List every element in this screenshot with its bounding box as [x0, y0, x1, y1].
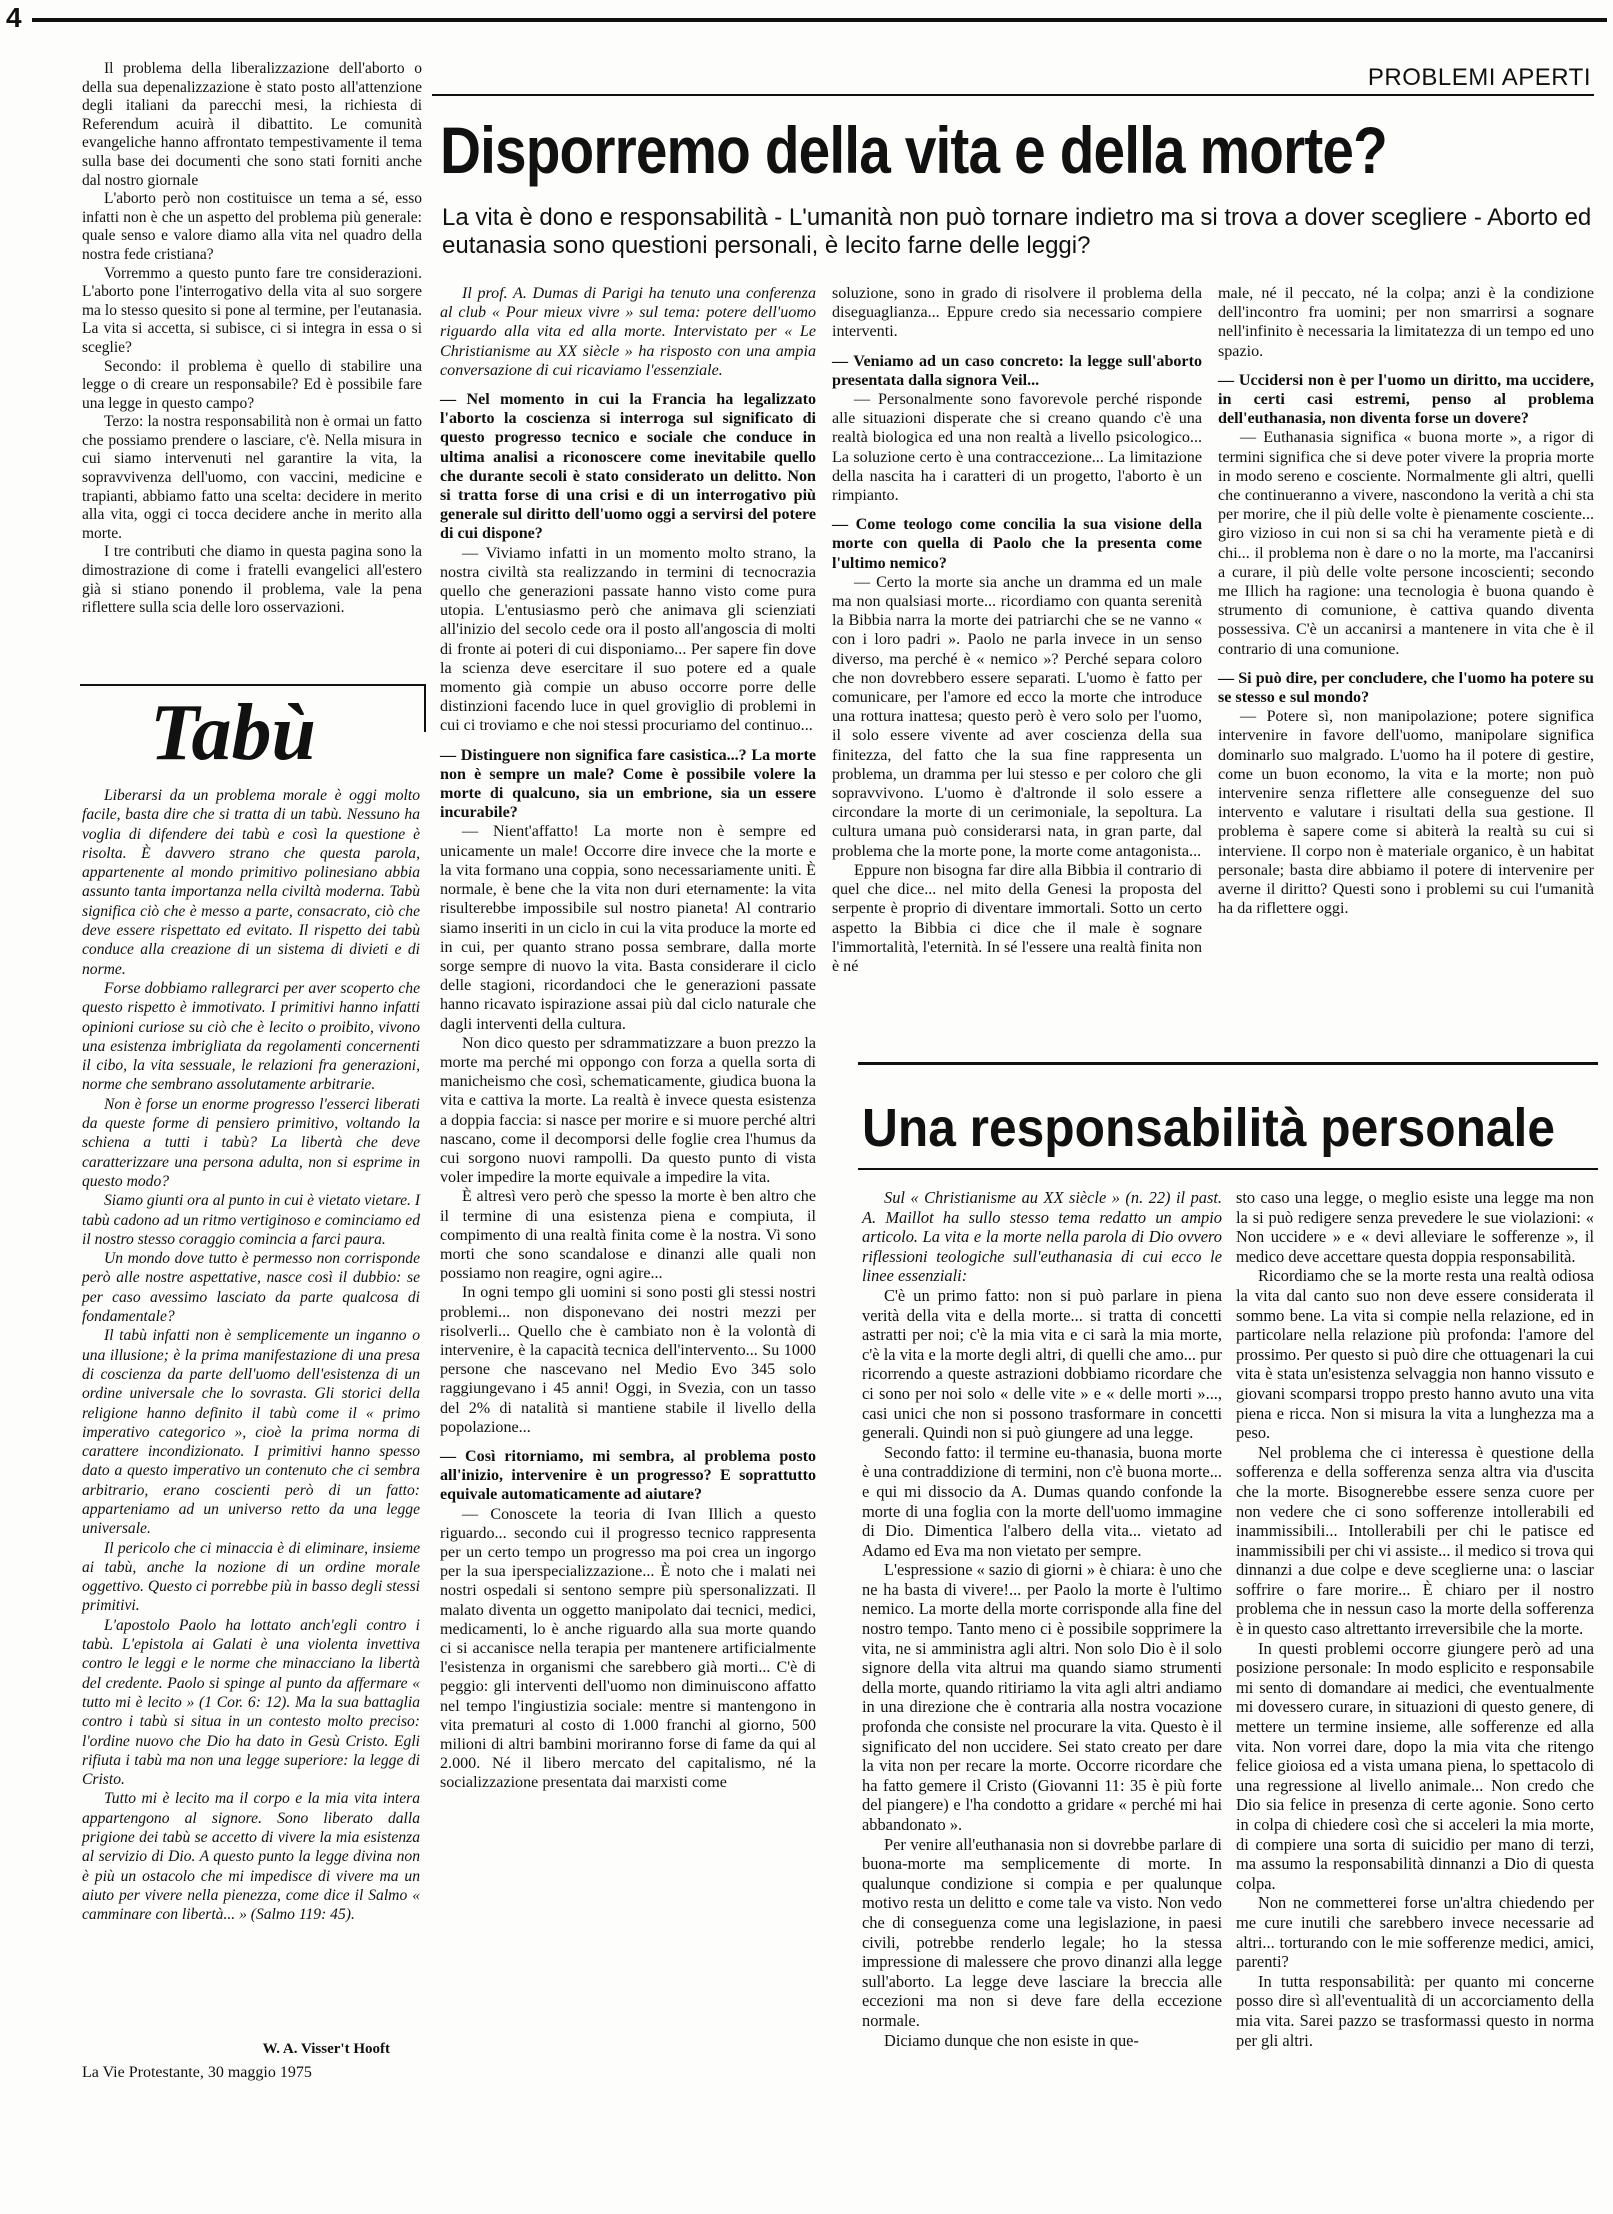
paragraph: Un mondo dove tutto è permesso non corrisponde però alle nostre aspettative, nasce così il dubbio: se per caso avessimo lasciato da parte qualcosa di fondamentale? — [82, 1250, 420, 1326]
article1-column-2 — [832, 284, 1202, 976]
tabu-signature-block — [82, 2040, 420, 2082]
paragraph: Siamo giunti ora al punto in cui è vietato vietare. I tabù cadono ad un ritmo vertiginoso e cominciamo ed il nostro stesso coraggio comincia a farci paura. — [82, 1192, 421, 1248]
paragraph: L'apostolo Paolo ha lottato anch'egli contro i tabù. L'epistola ai Galati è una violenta invettiva contro le leggi e le norme che minacciano la libertà del credente. Paolo si spinge al punto da affermare « tutto mi è lecito » (1 Cor. 6: 12). Ma la sua battaglia contro i tabù si situa in un contesto molto preciso: l'ordine nuovo che Dio ha dato in Gesù Cristo. Egli rifiuta i tabù ma non una legge superiore: la legge di Cristo. — [82, 1616, 420, 1789]
paragraph: Terzo: la nostra responsabilità non è ormai un fatto che possiamo prendere o lasciare, c'è. Nella misura in cui siamo intervenuti nel garantire la vita, la sopravvivenza dell'uomo, con vaccini, medicine e trapianti, abbiamo fatto una scelta: decidere in merito alla vita, oggi ci tocca decidere anche in merito alla morte. — [82, 413, 422, 542]
paragraph: In questi problemi occorre giungere però ad una posizione personale: In modo esplicito e responsabile mi sento di domandare ai medici, che eventualmente mi dovessero curare, in situazioni di questo genere, di mettere un termine insieme, alle sofferenze ed alla vita. Non vorrei dare, dopo la mia vita che ritengo felice gioiosa ed a vista umana piena, lo spettacolo di una regressione al livello animale... Non credo che Dio sia felice in presenza di certe agonie. Sono certo in colpa di chiedere così che si acceleri la mia morte, di compiere una sorta di suicidio per mano di terzi, ma assumo la responsabilità dinnanzi a Dio di questa colpa. — [1236, 1638, 1594, 1893]
paragraph: — Certo la morte sia anche un dramma ed un male ma non qualsiasi morte... ricordiamo con quanta serenità la Bibbia narra la morte dei patriarchi che se ne vanno « con i loro padri ». Paolo ne parla invece in un senso diverso, ma perché è « nemico »? Perché separa coloro che non dovrebbero essere separati. L'uomo è fatto per comunicare, per l'amore ed ecco la morte che introduce una rottura inattesa; questo però è vero solo per l'uomo, il solo essere vivente ad aver coscienza della sua finitezza, del fatto che la sua fine rappresenta un problema, un dramma per lui stesso e per coloro che gli sopravvivono. L'uomo è d'altronde il solo essere a circondare la morte di un cerimoniale, la sepoltura. La cultura umana può considerarsi nata, in gran parte, dal problema che la morte pone, la morte come antagonista... — [832, 573, 1202, 860]
question: — Distinguere non significa fare casistica...? La morte non è sempre un male? Come è possibile volere la morte di qualcuno, sia un embrione, sia un essere incurabile? — [440, 746, 816, 822]
intro-column — [82, 60, 422, 618]
lead-paragraph: Il prof. A. Dumas di Parigi ha tenuto una conferenza al club « Pour mieux vivre » sul tema: potere dell'uomo riguardo alla vita ed alla morte. Intervistato per « Le Christianisme au XX siècle » ha risposto con una ampia conversazione di cui ricaviamo l'essenziale. — [440, 285, 816, 379]
article2-headline: Una responsabilità personale — [862, 1098, 1555, 1158]
paragraph: Ricordiamo che se la morte resta una realtà odiosa la vita dal canto suo non deve essere considerata il sommo bene. La vita si compie nella relazione, ed in particolare nella relazione più profonda: l'amore del prossimo. Per questo si può dire che ottuagenari la cui vita è stata un'esistenza selvaggia non hanno vissuto e giovani scomparsi troppo presto hanno avuto una vita piena e ricca. Non si misura la vita a lunghezza ma a peso. — [1236, 1266, 1594, 1443]
paragraph: sto caso una legge, o meglio esiste una legge ma non la si può redigere senza prevedere le sue violazioni: « Non uccidere » e « devi alleviare le sofferenze », il medico deve accettare questa doppia responsabilità. — [1236, 1188, 1594, 1266]
tabu-signature: W. A. Visser't Hooft — [262, 2041, 390, 2057]
question: — Si può dire, per concludere, che l'uomo ha potere su se stesso e sul mondo? — [1218, 669, 1594, 707]
paragraph: Non ne commetterei forse un'altra chiedendo per me cure inutili che sarebbero invece necessarie ad altri... torturando con le mie sofferenze medici, amici, parenti? — [1236, 1893, 1594, 1972]
paragraph: È altresì vero però che spesso la morte è ben altro che il termine di una esistenza piena e compiuta, il compimento di una realtà finita come è la nostra. Vi sono morti che sono scandalose e dinanzi alle quali non possiamo non reagire, ogni agire... — [440, 1188, 816, 1283]
question: — Nel momento in cui la Francia ha legalizzato l'aborto la coscienza si interroga sul significato di questo progresso tecnico e sociale che conduce in ultima analisi a riconoscere come inevitabile quello che durante secoli è stato considerato un delitto. Non si tratta forse di una crisi e di un interrogativo più generale sul diritto dell'uomo oggi a servirsi del potere di cui dispone? — [440, 391, 816, 543]
article2-top-rule — [858, 1062, 1598, 1065]
tabu-title: Tabù — [150, 689, 317, 777]
paragraph: Nel problema che ci interessa è questione della sofferenza e della sofferenza senza altra via d'uscita che la morte. Bisognerebbe essere senza cuore per non vedere che ci sono sofferenze intollerabili ed inammissibili... Intollerabili per chi le patisce ed inammissibili per chi vi assiste... il medico si trova qui dinnanzi a due colpe e deve sceglierne una: o lasciar soffrire o fare morire... È chiaro per il nostro problema che in nessun caso la morte della sofferenza è in questo caso altrettanto irreversibile che la morte. — [1236, 1442, 1594, 1639]
paragraph: I tre contributi che diamo in questa pagina sono la dimostrazione di come i fratelli evangelici all'estero già si stiano ponendo il problema, vale la pena riflettere sulla scia delle loro osservazioni. — [82, 543, 422, 617]
question: — Veniamo ad un caso concreto: la legge sull'aborto presentata dalla signora Veil... — [832, 352, 1202, 389]
paragraph: Vorremmo a questo punto fare tre considerazioni. L'aborto pone l'interrogativo della vita al suo sorgere ma lo stesso quesito si pone al termine, per l'eutanasia. La vita si accetta, si subisce, ci si integra in essa o si sceglie? — [82, 264, 422, 356]
paragraph: male, né il peccato, né la colpa; anzi è la condizione dell'incontro fra uomini; per non smarrirsi a sognare nell'infinito è necessaria la limitatezza di un tempo ed uno spazio. — [1218, 285, 1594, 360]
tabu-column — [82, 786, 420, 1925]
paragraph: C'è un primo fatto: non si può parlare in piena verità della vita e della morte... si tratta di concetti astratti per noi; c'è la mia vita e ci sarà la mia morte, c'è la vita e la morte degli altri, di quelli che amo... pur ricorrendo a queste astrazioni dobbiamo ricordare che ci sono per noi solo « delle vite » e « delle morti »..., casi unici che non si possono trasformare in concetti generali. Quindi non si può giungere ad una legge. — [862, 1285, 1222, 1443]
paragraph: L'aborto però non costituisce un tema a sé, esso infatti non è che un aspetto del problema più generale: quale senso e valore diamo alla vita nel quadro della nostra fede cristiana? — [82, 190, 422, 263]
paragraph: Per venire all'euthanasia non si dovrebbe parlare di buona-morte ma semplicemente di morte. In qualunque condizione si compia e per qualunque motivo resta un delitto e come tale va visto. Non vedo che di conseguenza come una legislazione, in paesi civili, potrebbe renderlo legale; ho la stessa impressione di malessere che provo dinanzi alla legge sull'aborto. La legge deve lasciare la breccia alle eccezioni ma non si deve fare della eccezione normale. — [862, 1834, 1222, 2030]
lead-paragraph: Sul « Christianisme au XX siècle » (n. 22) il past. A. Maillot ha sullo stesso tema redatto un ampio articolo. La vita e la morte nella parola di Dio ovvero riflessioni teologiche sull'euthanasia di cui ecco le linee essenziali: — [862, 1188, 1222, 1286]
paragraph: Eppure non bisogna far dire alla Bibbia il contrario di quel che dice... nel mito della Genesi la proposta del serpente è proprio di diventare immortali. Sotto un certo aspetto la Bibbia ci dice che il male è sognare l'immortalità, l'eternità. In sé l'essere una realtà finita non è né — [832, 861, 1202, 975]
paragraph: — Potere sì, non manipolazione; potere significa intervenire in favore dell'uomo, manipolare significa dominarlo suo malgrado. L'uomo ha il potere di gestire, come un buon economo, la vita e la morte; non può intervenire senza riflettere alle conseguenze del suo intervento e valutare i risultati della sua gestione. Il problema è sapere come si abiterà la realtà su cui si interviene. Il corpo non è materiale organico, è un habitat personale; basta dire abbiamo il potere di intervenire per averne il diritto? Questi sono i problemi su cui l'umanità ha da riflettere oggi. — [1218, 708, 1594, 918]
paragraph: — Nient'affatto! La morte non è sempre ed unicamente un male! Occorre dire invece che la morte e la vita formano una coppia, sono necessariamente uniti. È normale, è bene che la vita non duri eternamente: la vita risulterebbe impossibile sul nostro pianeta! Al contrario siamo inseriti in un ciclo in cui la vita produce la morte ed in cui, per quanto strano possa sembrare, dalla morte sorge sempre di nuovo la vita. Basta considerare il ciclo delle stagioni, ricordandoci che le generazioni passate hanno ricavato ispirazione assai più dal ciclo naturale che dagli interventi della cultura. — [440, 823, 816, 1033]
section-rule — [432, 94, 1594, 96]
paragraph: — Personalmente sono favorevole perché risponde alle situazioni disperate che si creano quando c'è una realtà biologica ed una non realtà a livello psicologico... La soluzione certo è una contraccezione... La limitazione della nascita ha i caratteri di un progetto, l'aborto è un rimpianto. — [832, 391, 1202, 505]
paragraph: Secondo: il problema è quello di stabilire una legge o di creare un responsabile? Ed è possibile fare una legge in questo campo? — [82, 357, 422, 412]
article1-column-1 — [440, 284, 816, 1793]
paragraph: Non è forse un enorme progresso l'esserci liberati da queste forme di pensiero primitivo, voltando la schiena a tutti i tabù? La libertà che deve caratterizzare una persona adulta, non si esprime in questo modo? — [82, 1095, 420, 1190]
paragraph: Liberarsi da un problema morale è oggi molto facile, basta dire che si tratta di un tabù. Nessuno ha voglia di difendere dei tabù e così la questione è risolta. È davvero strano che questa parola, appartenente al mondo primitivo polinesiano abbia assunto tanta importanza nella civiltà moderna. Tabù significa ciò che è messo a parte, consacrato, ciò che deve essere rispettato ed evitato. Il rispetto dei tabù conduce alla creazione di un sistema di divieti e di norme. — [82, 787, 420, 978]
paragraph: Tutto mi è lecito ma il corpo e la mia vita intera appartengono al signore. Sono liberato dalla prigione dei tabù se accetto di vivere la mia esistenza al servizio di Dio. A questo punto la legge divina non è più un ostacolo che mi impedisce di vivere ma un aiuto per vivere nella pienezza, come dice il Salmo « camminare con libertà... » (Salmo 119: 45). — [82, 1790, 420, 1924]
tabu-frame-side — [424, 684, 426, 732]
question: — Uccidersi non è per l'uomo un diritto, ma uccidere, in certi casi estremi, penso al problema dell'euthanasia, non diventa forse un dovere? — [1218, 371, 1594, 428]
paragraph: soluzione, sono in grado di risolvere il problema della diseguaglianza... Eppure credo sia necessario compiere interventi. — [832, 285, 1202, 341]
top-rule — [32, 18, 1607, 22]
paragraph: — Conoscete la teoria di Ivan Illich a questo riguardo... secondo cui il progresso tecnico rappresenta per un certo tempo un progresso ma poi crea un ingorgo per la sua iperspecializzazione... È noto che i malati nei nostri ospedali si sentono sempre più spersonalizzati. Il malato diventa un oggetto manipolato dai tecnici, medici, medicamenti, lo è anche riguardo alla sua morte quando ci si accanisce nella terapia per mantenere artificialmente l'esistenza in organismi che sarebbero già morti... C'è di peggio: gli interventi dell'uomo non diminuiscono affatto nel tempo l'ingiustizia sociale: mentre si mantengono in vita prematuri al costo di 1.000 franchi al giorno, 500 milioni di altri bambini moriranno forse di fame da qui al 2.000. Né il libero mercato del capitalismo, né la socializzazione presentata dai marxisti come — [440, 1505, 816, 1792]
subheadline: La vita è dono e responsabilità - L'umanità non può tornare indietro ma si trova a dover scegliere - Aborto ed eutanasia sono questioni personali, è lecito farne delle leggi? — [442, 204, 1592, 259]
question: — Così ritorniamo, mi sembra, al problema posto all'inizio, intervenire è un progresso? E soprattutto equivale automaticamente ad aiutare? — [440, 1447, 816, 1504]
paragraph: Il pericolo che ci minaccia è di eliminare, insieme ai tabù, anche la nozione di un ordine morale oggettivo. Questo ci porrebbe più in basso degli stessi primitivi. — [82, 1539, 420, 1615]
tabu-source: La Vie Protestante, 30 maggio 1975 — [82, 2064, 312, 2081]
paragraph: Forse dobbiamo rallegrarci per aver scoperto che questo rispetto è immotivato. I primitivi hanno infatti opinioni curiose su ciò che è lecito o proibito, vivono una esistenza imbrigliata da regolamenti concernenti il cibo, la vita sessuale, le relazioni fra generazioni, norme che sembrano assolutamente arbitrarie. — [82, 979, 420, 1094]
paragraph: — Euthanasia significa « buona morte », a rigor di termini significa che si deve poter vivere la propria morte in modo sereno e cosciente. Normalmente gli altri, quelli che continueranno a vivere, nascondono la verità a chi sta per morire, che il più delle volte è pienamente cosciente... giro vizioso in cui non si sa chi ha veramente pietà e di chi... il problema non è dare o no la morte, ma l'accanirsi a curare, il più delle volte persone incoscienti; secondo me Illich ha ragione: una tecnologia è buona quando è strumento di comunione, è cattiva quando diventa possessiva. C'è un accanirsi a mantenere in vita che è il contrario di una comunione. — [1218, 429, 1594, 658]
paragraph: Il tabù infatti non è semplicemente un inganno o una illusione; è la prima manifestazione di una presa di coscienza da parte dell'uomo dell'esistenza di un ordine universale che lo sovrasta. Gli storici della religione hanno definito il tabù come il « primo imperativo categorico », cioè la prima norma di carattere incondizionato. I primitivi hanno spesso dato a questo imperativo un contenuto che ci sembra arbitrario, erano coscienti però di un fatto: apparteniamo ad un universo retto da una legge universale. — [82, 1327, 420, 1538]
paragraph: In ogni tempo gli uomini si sono posti gli stessi nostri problemi... non disponevano dei nostri mezzi per risolverli... Quello che è cambiato non è la volontà di intervenire, è la capacità tecnica dell'intervento... Su 1000 persone che nascevano nel Medio Evo 345 solo raggiungevano i 45 anni! Oggi, in Svezia, con un tasso del 2% di natalità si mantiene stabile il livello della popolazione... — [440, 1284, 816, 1436]
article2-column-1 — [862, 1188, 1222, 2050]
headline: Disporremo della vita e della morte? — [440, 113, 1387, 187]
section-label: PROBLEMI APERTI — [1367, 64, 1591, 91]
page-number: 4 — [6, 2, 22, 33]
paragraph: — Viviamo infatti in un momento molto strano, la nostra civiltà sta realizzando in termini di tecnocrazia quello che generazioni passate hanno visto come pura utopia. L'entusiasmo però che animava gli scienziati all'inizio del secolo cede ora il posto all'angoscia di molti di fronte ai poteri di cui disponiamo... Per sapere fin dove la scienza deve esercitare il suo potere ed a quale momento già compie un abuso occorre porre delle distinzioni facendo luce in quel groviglio di problemi in cui ci troviamo e che noi stessi procuriamo del continuo... — [440, 544, 816, 735]
question: — Come teologo come concilia la sua visione della morte con quella di Paolo che la presenta come l'ultimo nemico? — [832, 516, 1202, 572]
paragraph: L'espressione « sazio di giorni » è chiara: è uno che ne ha basta di vivere!... per Paolo la morte è l'ultimo nemico. La morte della morte corrisponde alla fine del nostro tempo. Tanto meno ci è possibile sopprimere la vita, ne si amministra agli altri. Non solo Dio è il solo signore della vita altrui ma quando siamo strumenti della morte, quando ritiriamo la vita agli altri andiamo in una direzione che è contraria alla nostra vocazione profonda che consiste nel procurare la vita. Questo è il significato del non uccidere. Sei stato creato per dare la vita non per recare la morte. Occorre ricordare che ha fatto gemere il Cristo (Giovanni 11: 35 è più forte del piangere) e l'ha condotto a gridare « perché mi hai abbandonato ». — [862, 1560, 1222, 1834]
paragraph: Non dico questo per sdrammatizzare a buon prezzo la morte ma perché mi oppongo con forza a quella sorta di manicheismo che così, schematicamente, giudica buona la vita e cattiva la morte. La realtà è invece questa esistenza a doppia faccia: si nasce per morire e si muore perché altri nascano, come il decomporsi delle foglie crea l'humus da cui sorgono nuovi rampolli. Da questo punto di vista voler impedire la morte equivale a impedire la vita. — [440, 1034, 816, 1187]
article1-column-3 — [1218, 284, 1594, 919]
article2-column-2 — [1236, 1188, 1594, 2050]
paragraph: Secondo fatto: il termine eu-thanasia, buona morte è una contraddizione di termini, non c'è buona morte... e qui mi dissocio da A. Dumas quando confonde la morte di una foglia con la morte dell'uomo immagine di Dio. Dimentica l'albero della vita... vietato ad Adamo ed Eva ma non vietato per sempre. — [862, 1442, 1222, 1560]
article2-bottom-rule — [858, 1168, 1598, 1170]
paragraph: Il problema della liberalizzazione dell'aborto o della sua depenalizzazione è stato posto all'attenzione degli italiani da parecchi mesi, la richiesta di Referendum acuirà il dibattito. Le comunità evangeliche hanno affrontato tempestivamente il tema sulla base dei documenti che sono stati forniti anche dal nostro giornale — [82, 60, 422, 189]
paragraph: Diciamo dunque che non esiste in que- — [884, 2030, 1139, 2050]
paragraph: In tutta responsabilità: per quanto mi concerne posso dire sì all'eventualità di un accorciamento della mia vita. Sarei pazzo se trasformassi questo in norma per gli altri. — [1236, 1971, 1594, 2050]
